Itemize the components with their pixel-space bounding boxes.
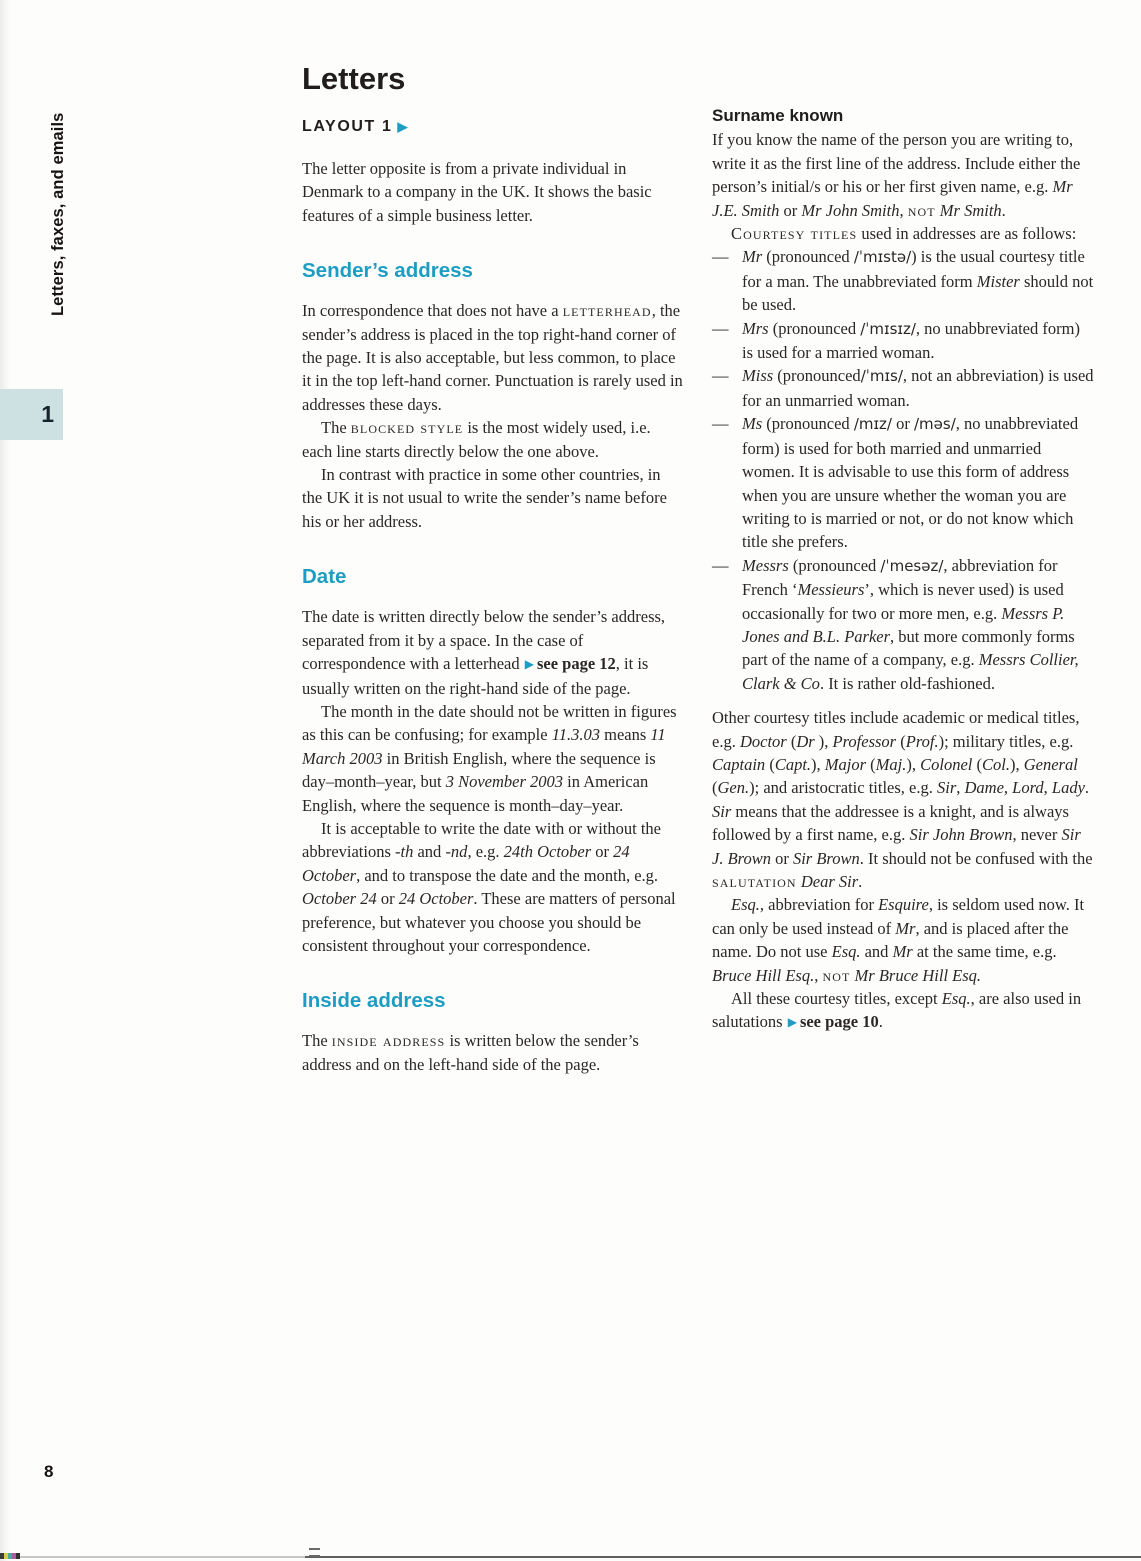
- text-run: . It should not be confused with the: [859, 848, 1093, 868]
- paragraph: [712, 893, 1094, 987]
- text-run: ),: [906, 754, 921, 774]
- page-title: Letters: [302, 61, 406, 96]
- text-run: ),: [814, 731, 833, 751]
- text-run: see page 10: [799, 1012, 879, 1032]
- right-column: [712, 104, 1094, 1035]
- text-run: /ˈmɪs/: [860, 367, 903, 386]
- text-run: , are also used in salutations: [712, 989, 1082, 1032]
- text-run: , and to transpose the date and the month, e.g.: [356, 865, 659, 885]
- list-item-ms: [712, 412, 1094, 553]
- text-run: Lady: [1051, 778, 1085, 798]
- text-run: ,: [1043, 778, 1052, 798]
- text-run: Mr Bruce Hill Esq.: [854, 965, 982, 985]
- text-run: ’, which is never used) is used occasionally for two or more men, e.g.: [742, 580, 1064, 623]
- text-run: ) is the usual courtesy title for a man. The unabbreviated form: [742, 247, 1085, 291]
- crop-mark: [309, 1548, 320, 1557]
- text-run: Sir: [712, 801, 732, 821]
- arrow-right-icon: ▶: [787, 1015, 797, 1030]
- list-item-messrs: [712, 554, 1094, 695]
- arrow-right-icon: ▶: [397, 119, 408, 134]
- text-run: Mr John Smith: [801, 200, 900, 220]
- paragraph: [712, 706, 1094, 893]
- text-run: Sir John Brown: [909, 825, 1013, 845]
- text-run: ,: [1003, 778, 1013, 798]
- text-run: blocked style: [350, 418, 464, 438]
- chapter-number: 1: [41, 401, 54, 427]
- text-run: ); and aristocratic titles, e.g.: [749, 778, 937, 798]
- text-run: (: [765, 754, 775, 774]
- text-run: Messrs P. Jones and B.L. Parker: [742, 603, 1065, 646]
- text-run: and: [860, 942, 893, 962]
- text-run: 24 October: [302, 842, 630, 885]
- footer-rule-dark-segment: [305, 1556, 1141, 1558]
- layout-label: [302, 118, 684, 136]
- text-run: /məs/: [913, 415, 956, 434]
- text-run: Messrs: [742, 555, 789, 575]
- list-item-mrs: [712, 317, 1094, 365]
- text-run: Professor: [832, 731, 897, 751]
- text-run: .: [1001, 200, 1006, 220]
- paragraph: [302, 416, 684, 463]
- text-run: Messrs Collier, Clark & Co: [742, 650, 1079, 693]
- text-run: Doctor: [739, 731, 787, 751]
- text-run: Captain: [712, 754, 766, 774]
- text-run: not: [822, 965, 851, 985]
- paragraph: [712, 222, 1094, 245]
- text-run: see page 12: [536, 654, 616, 674]
- text-run: -th: [395, 842, 414, 862]
- text-run: , never: [1012, 825, 1062, 845]
- text-run: —: [712, 414, 729, 434]
- text-run: In contrast with practice in some other countries, in the UK it is not usual to write the sender’s name before his or her address.: [302, 465, 667, 531]
- text-run: (pronounced: [762, 247, 854, 267]
- registration-swatch: [16, 1553, 20, 1559]
- text-run: inside address: [331, 1031, 446, 1051]
- text-run: (pronounced: [788, 555, 881, 575]
- text-run: , the sender’s address is placed in the top right-hand corner of the page. It is also acceptable, but less common, to place it in the top left-hand corner. Punctuation is rarely used in addresses these days.: [302, 301, 683, 414]
- text-run: —: [712, 318, 729, 338]
- chapter-number-badge: [0, 389, 63, 440]
- text-run: Mister: [976, 271, 1020, 291]
- text-run: 11 March 2003: [302, 725, 666, 768]
- text-run: Sir J. Brown: [712, 825, 1081, 868]
- text-run: or: [779, 200, 802, 220]
- paragraph: [712, 128, 1094, 222]
- text-run: Dear Sir: [800, 872, 859, 891]
- text-run: Colonel: [920, 754, 973, 774]
- text-run: In correspondence that does not have a: [302, 301, 563, 321]
- text-run: ,: [899, 200, 908, 220]
- paragraph: [302, 605, 684, 700]
- text-run: —: [712, 366, 729, 386]
- paragraph: [302, 299, 684, 416]
- text-run: , not an abbreviation) is used for an unmarried woman.: [742, 366, 1094, 410]
- text-run: ,: [814, 965, 823, 985]
- courtesy-titles-list: [712, 245, 1094, 695]
- text-run: Other courtesy titles include academic or medical titles, e.g.: [712, 708, 1080, 751]
- text-run: Lord: [1012, 778, 1044, 798]
- arrow-right-icon: ▶: [524, 657, 534, 672]
- text-run: ),: [811, 754, 825, 774]
- text-run: or: [591, 842, 614, 862]
- list-item-miss: [712, 364, 1094, 412]
- text-run: /ˈmɪstə/: [853, 248, 912, 267]
- list-item-mr: [712, 245, 1094, 316]
- text-run: should not be used.: [742, 271, 1094, 315]
- text-run: , abbreviation for: [759, 895, 879, 915]
- text-run: is written below the sender’s address and on the left-hand side of the page.: [302, 1031, 639, 1074]
- text-run: means that the addressee is a knight, and is always followed by a first name, e.g.: [712, 801, 1069, 845]
- text-run: .: [878, 1012, 883, 1032]
- text-run: (: [786, 731, 797, 751]
- scan-edge-shadow: [0, 0, 10, 1561]
- text-run: Mr: [742, 247, 763, 267]
- text-run: Esq.: [941, 989, 971, 1009]
- text-run: Major: [824, 754, 867, 774]
- text-run: Gen.: [717, 778, 750, 798]
- paragraph: [302, 463, 684, 533]
- text-run: Dr: [796, 731, 815, 751]
- text-run: Mr J.E. Smith: [712, 177, 1073, 220]
- text-run: Sir Brown: [792, 848, 860, 868]
- text-run: (pronounced: [773, 366, 861, 386]
- text-run: or: [891, 414, 914, 434]
- text-run: Ms: [742, 414, 763, 434]
- text-run: The month in the date should not be written in figures as this can be confusing; for example: [302, 701, 677, 745]
- text-run: Esq.: [831, 942, 861, 962]
- text-run: Mr: [892, 942, 913, 962]
- text-run: in British English, where the sequence is day–month–year, but: [302, 748, 656, 792]
- text-run: or: [376, 889, 399, 909]
- text-run: means: [600, 725, 651, 745]
- text-run: .: [1084, 778, 1090, 798]
- text-run: , e.g.: [467, 842, 504, 862]
- paragraph: [302, 1029, 684, 1076]
- text-run: used in addresses are as follows:: [857, 224, 1077, 244]
- text-run: and: [413, 842, 446, 862]
- text-run: /ˈmɪsɪz/: [860, 319, 916, 338]
- text-run: is the most widely used, i.e. each line starts directly below the one above.: [302, 418, 651, 461]
- text-run: (pronounced: [762, 414, 854, 434]
- paragraph: [302, 817, 684, 957]
- text-run: /mɪz/: [853, 415, 892, 434]
- text-run: —: [712, 555, 729, 575]
- text-run: The date is written directly below the sender’s address, separated from it by a space. In the case of correspondence with a letterhead: [302, 607, 666, 674]
- text-run: , is seldom used now. It can only be used instead of: [712, 895, 1085, 938]
- intro-paragraph: [302, 157, 684, 227]
- text-run: All these courtesy titles, except: [731, 989, 942, 1009]
- text-run: Courtesy titles: [731, 224, 858, 244]
- text-run: . These are matters of personal preference, but whatever you choose you should be consistent throughout your correspondence.: [302, 889, 676, 955]
- text-run: -nd: [445, 842, 468, 862]
- section-heading-inside-address: Inside address: [302, 989, 446, 1013]
- text-run: Esquire: [878, 895, 929, 915]
- text-run: Maj.: [875, 754, 907, 774]
- text-run: —: [712, 247, 729, 267]
- text-run: (pronounced: [768, 318, 861, 338]
- text-run: , abbreviation for French ‘: [742, 555, 1058, 600]
- print-registration-marks: [0, 1553, 20, 1559]
- text-run: October 24: [302, 889, 377, 909]
- text-run: 24 October: [398, 889, 474, 909]
- text-run: in American English, where the sequence is month–day–year.: [302, 772, 649, 815]
- text-run: Capt.: [774, 754, 812, 774]
- text-run: (: [972, 754, 982, 774]
- chapter-sidebar-label: Letters, faxes, and emails: [49, 112, 67, 316]
- text-run: not: [907, 200, 936, 220]
- text-run: . It is rather old-fashioned.: [819, 673, 995, 693]
- section-heading-date: Date: [302, 565, 347, 589]
- text-run: , but more commonly forms part of the name of a company, e.g.: [742, 626, 1075, 670]
- paragraph: [712, 987, 1094, 1035]
- text-run: ),: [1009, 754, 1024, 774]
- text-run: Miss: [742, 366, 774, 386]
- text-run: Mr Smith: [939, 200, 1002, 220]
- text-run: It is acceptable to write the date with or without the abbreviations: [302, 818, 661, 862]
- text-run: .: [858, 872, 863, 891]
- text-run: The letter opposite is from a private individual in Denmark to a company in the UK. It shows the basic features of a simple business letter.: [302, 159, 652, 225]
- text-run: Col.: [982, 754, 1010, 774]
- layout-label-text: LAYOUT 1: [302, 118, 393, 135]
- text-run: Mrs: [742, 318, 769, 338]
- text-run: 24th October: [503, 842, 592, 862]
- text-run: Dame: [964, 778, 1004, 798]
- text-run: /ˈmesəz/: [880, 556, 944, 575]
- text-run: 3 November 2003: [445, 772, 564, 792]
- text-run: Sir: [936, 778, 957, 798]
- left-column: [302, 62, 684, 1076]
- text-run: , and is placed after the name. Do not use: [712, 918, 1069, 962]
- text-run: The: [302, 1031, 332, 1051]
- text-run: The: [321, 418, 351, 438]
- paragraph: [302, 700, 684, 817]
- text-run: Prof.: [905, 731, 939, 751]
- text-run: (: [866, 754, 876, 774]
- page-number: 8: [44, 1462, 54, 1481]
- text-run: Messieurs: [797, 580, 865, 600]
- text-run: letterhead: [562, 301, 652, 321]
- text-run: , it is usually written on the right-hand side of the page.: [302, 654, 649, 698]
- text-run: Mr: [895, 918, 916, 938]
- text-run: salutation: [712, 872, 797, 891]
- text-run: (: [896, 731, 906, 751]
- text-run: ); military titles, e.g.: [938, 731, 1074, 751]
- text-run: Esq.: [731, 895, 760, 915]
- section-heading-senders-address: Sender’s address: [302, 259, 473, 283]
- text-run: or: [770, 848, 793, 868]
- text-run: General: [1023, 754, 1078, 774]
- text-run: If you know the name of the person you are writing to, write it as the first line of the address. Include either the person’s initial/s or his or her first given name, e.g.: [712, 130, 1081, 197]
- text-run: , no unabbreviated form) is used for both married and unmarried women. It is advisable to use this form of address when you are unsure whether the woman you are writing to is married or not, or do not know which title she prefers.: [742, 414, 1079, 552]
- text-run: ,: [956, 778, 965, 798]
- text-run: at the same time, e.g.: [912, 942, 1057, 962]
- text-run: , no unabbreviated form) is used for a married woman.: [742, 318, 1080, 363]
- text-run: Bruce Hill Esq.: [712, 965, 815, 985]
- subheading-surname-known: Surname known: [712, 106, 844, 125]
- text-run: 11.3.03: [551, 725, 600, 745]
- text-run: (: [712, 778, 718, 798]
